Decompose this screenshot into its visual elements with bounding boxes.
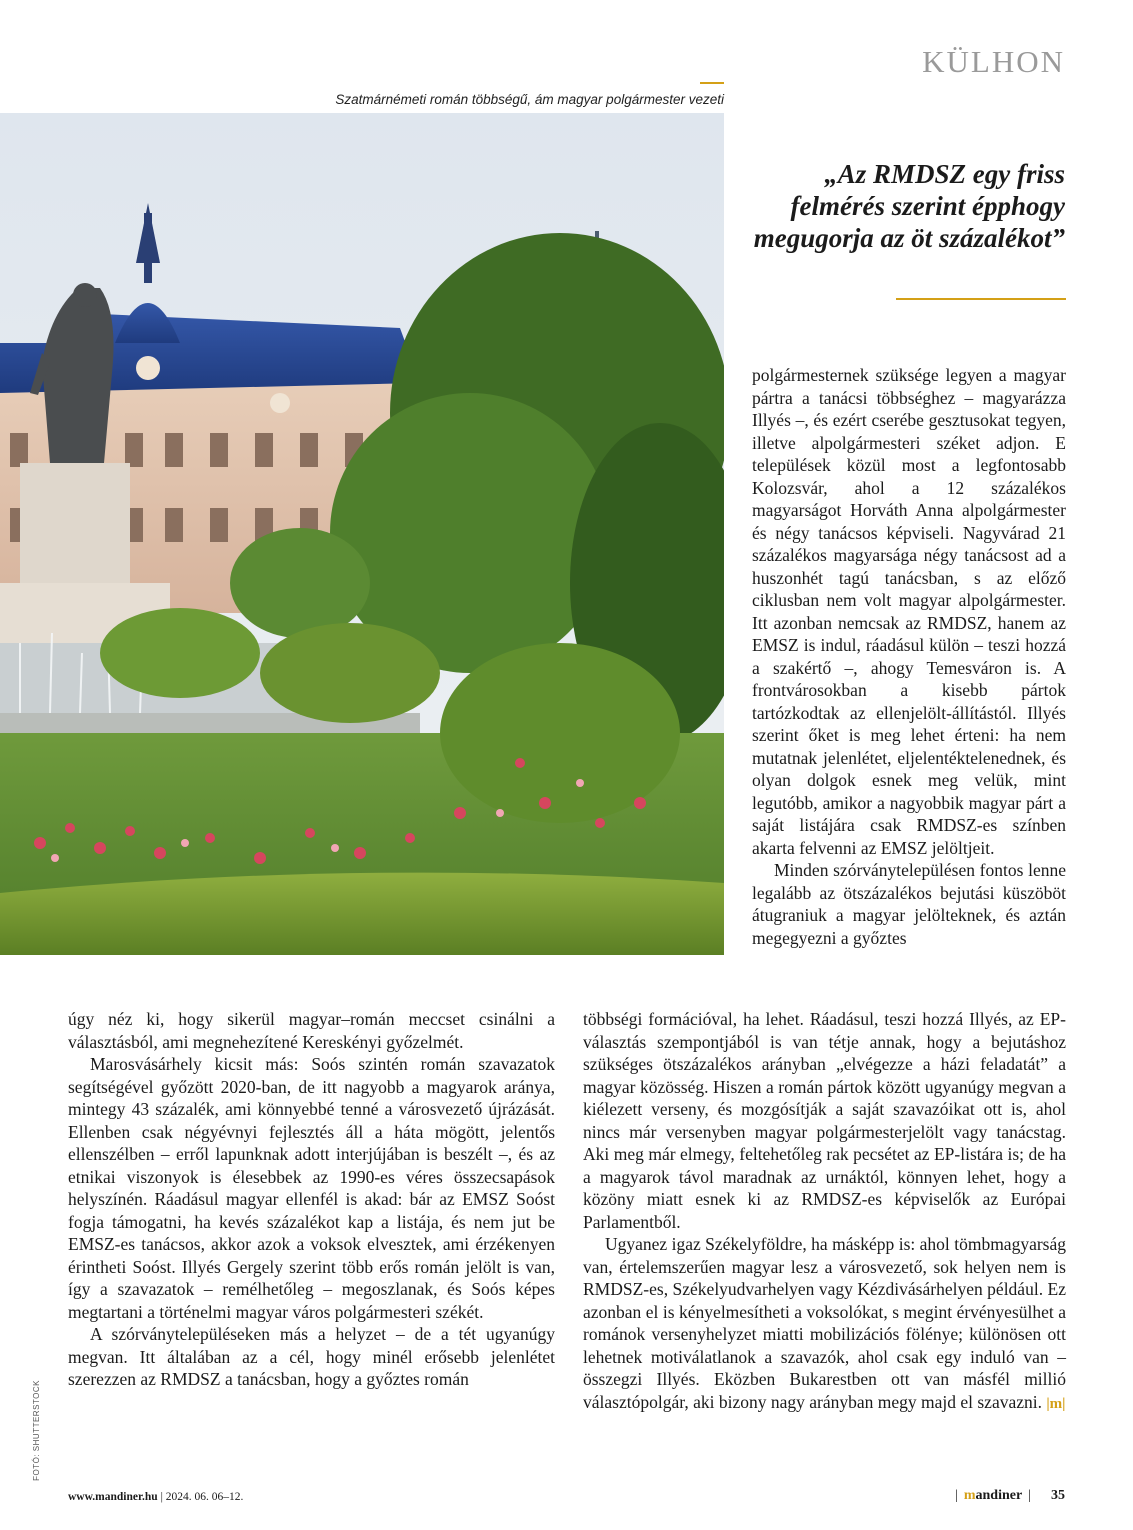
- paragraph: [583, 1233, 1066, 1415]
- footer-brand-separator-2: |: [1028, 1488, 1031, 1503]
- paragraph: Marosvásárhely kicsit más: Soós szintén román szavazatok segítségével győzött 2020-ban, de itt nagyobb a magyarok aránya, mintegy 43 százalék, ami könnyebbé tenné a városvezető újrázását. Ellenben csak négyévnyi fejlesztés áll a háta mögött, jelentős ellenszélben – erről lapunknak adott interjújában is beszélt –, és az etnikai viszonyok is élesebbek az 1990-es véres összecsapások helyszínén. Ráadásul magyar ellenfél is akad: bár az EMSZ Soóst fogja támogatni, ha kevés százalékot kap a listája, és nem jut be EMSZ-es tanácsos, akkor azok a voksok elvesztek, ami érzékenyen érintheti Soóst. Illyés Gergely szerint több erős román jelölt is van, így a szavazatok – remélhetőleg – megoszlanak, és Soós képes megtartani a történelmi magyar város polgármesteri székét.: [68, 1054, 555, 1322]
- footer-separator: |: [160, 1491, 163, 1503]
- photo-credit: FOTÓ: SHUTTERSTOCK: [32, 1380, 41, 1481]
- pull-quote-rule: [896, 298, 1066, 300]
- end-mark: |m|: [1046, 1395, 1066, 1412]
- paragraph-text: Ugyanez igaz Székelyföldre, ha másképp is: ahol tömbmagyarság van, értelemszerűen magyar lesz a városvezető, sok helyen nem is RMDSZ-es, Székelyudvarhelyen vagy Kézdivásárhelyen például. Ez azonban el is kényelmesítheti a voksolókat, s megint érvényesülhet a románok versenyhelyzet miatti mobilizációs fölénye; különösen ott lehetnek motiválatlanok a szavazók, ahol csak egy induló van – összegzi Illyés. Eközben Bukarestben ott van másfél millió választópolgár, aki bizony nagy arányban megy majd el szavazni.: [583, 1234, 1066, 1412]
- paragraph: A szórványtelepüléseken más a helyzet – de a tét ugyanúgy megvan. Itt általában az a cél, hogy minél erősebb jelenlétet szerezzen az RMDSZ a tanácsban, hogy a győztes román: [68, 1324, 555, 1389]
- page-number: 35: [1051, 1488, 1065, 1503]
- park-palace-illustration: [0, 113, 724, 955]
- article-column-right-top: [752, 364, 1066, 949]
- paragraph: polgármesternek szüksége legyen a magyar pártra a tanácsi többséghez – magyarázza Illyés –, és ezért cserébe gesztusokat tegyen, illetve alpolgármesteri széket adjon. E települések közül most a legfontosabb Kolozsvár, ahol a 12 százalékos magyarságot Horváth Anna alpolgármester és négy tanácsos képviseli. Nagyvárad 21 százalékos magyarsága négy tanácsost ad a huszonhét tagú tanácsban, s az előző ciklusban nem volt magyar alpolgármester. Itt azonban nemcsak az RMDSZ, hanem az EMSZ is indul, ráadásul külön – teszi hozzá a szakértő –, ahogy Temesváron is. A frontvárosokban a kisebb pártok tartózkodtak az ellenjelölt-állítástól. Illyés szerint őket is meg lehet érteni: ha nem mutatnak jelenlétet, eljelentéktelenednek, és olyan dolgok esnek meg velük, mint legutóbb, amikor a nagyobbik magyar párt a saját listájára csak RMDSZ-es színben akarta felvenni az EMSZ jelöltjeit.: [752, 365, 1066, 858]
- photo-caption: Szatmárnémeti román többségű, ám magyar polgármester vezeti: [335, 92, 724, 107]
- footer-brand: [955, 1488, 1065, 1504]
- article-photo: [0, 113, 724, 955]
- brand-logo-rest: andiner: [975, 1488, 1023, 1503]
- footer-site-date: [68, 1491, 243, 1503]
- paragraph: Minden szórványtelepülésen fontos lenne legalább az ötszázalékos bejutási küszöböt átugraniuk a magyar jelölteknek, és aztán megegyezni a győztes: [752, 860, 1066, 948]
- article-column-left: [68, 1008, 555, 1391]
- paragraph: úgy néz ki, hogy sikerül magyar–román meccset csinálni a választásból, ami megnehezítené Kereskényi győzelmét.: [68, 1009, 555, 1052]
- article-column-right-bottom: [583, 1008, 1066, 1415]
- footer-site[interactable]: www.mandiner.hu: [68, 1491, 158, 1503]
- footer-brand-separator: |: [955, 1488, 958, 1503]
- brand-logo: [964, 1488, 1022, 1504]
- pull-quote: „Az RMDSZ egy friss felmérés szerint épphogy megugorja az öt százalékot”: [753, 159, 1065, 253]
- caption-accent-rule: [700, 82, 724, 84]
- footer-date: 2024. 06. 06–12.: [165, 1491, 244, 1503]
- paragraph: többségi formációval, ha lehet. Ráadásul, teszi hozzá Illyés, az EP-választás szempontjából is van tétje annak, hogy a bejutáshoz szükséges ötszázalékos arányban „elvégezze a házi feladatát” a magyar közösség. Hiszen a román pártok között ugyanúgy megvan a kiélezett verseny, és mozgósítják a saját szavazóikat ott is, ahol nincs már versenyben magyar polgármesterjelölt vagy tanácstag. Aki meg már elmegy, feltehetőleg rak pecsétet az EP-listára is; de ha a magyarok távol maradnak az urnáktól, könnyen lehet, hogy a közöny miatt esnek ki az RMDSZ-es képviselők az Európai Parlamentből.: [583, 1009, 1066, 1232]
- section-label: KÜLHON: [922, 44, 1065, 79]
- brand-logo-m: m: [963, 1488, 976, 1503]
